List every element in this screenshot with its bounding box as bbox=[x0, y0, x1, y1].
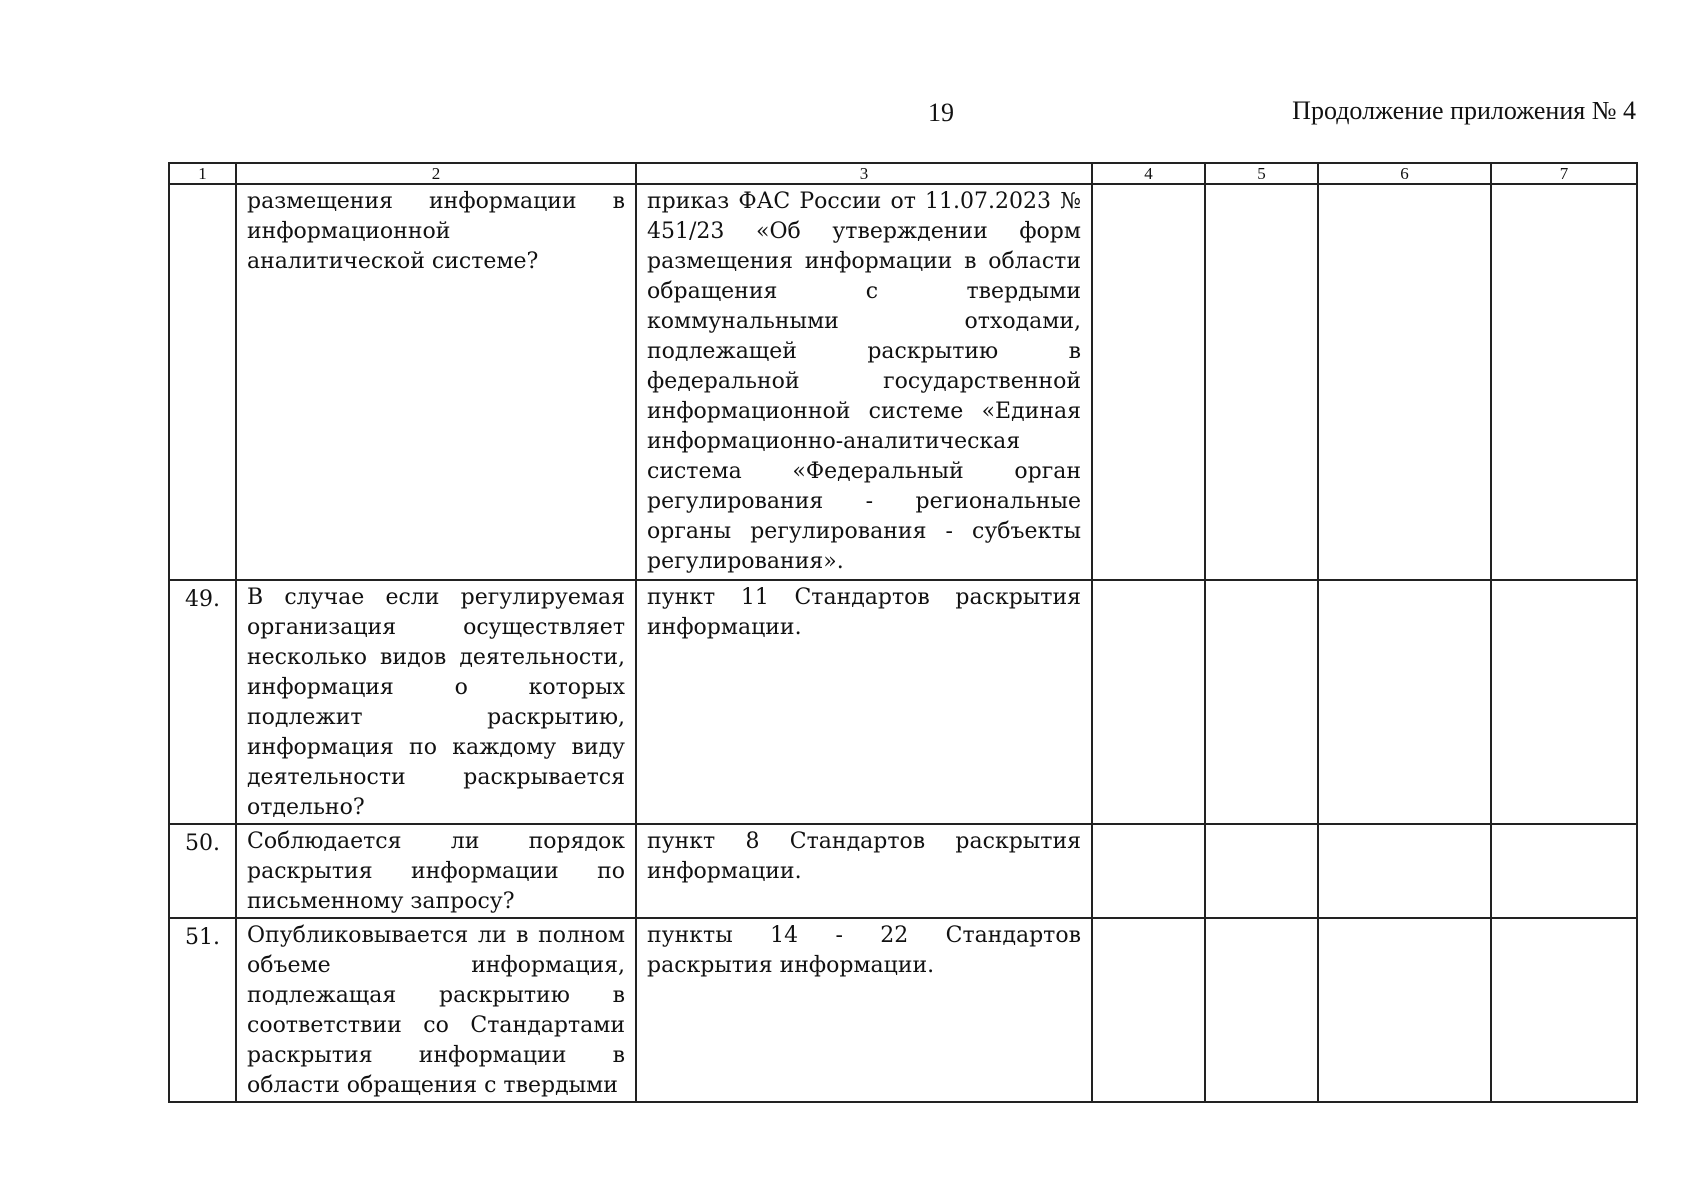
reference-cell: пункт 8 Стандартов раскрытия информации. bbox=[636, 824, 1092, 918]
table-row bbox=[169, 184, 1637, 580]
reference-cell: пункт 11 Стандартов раскрытия информации. bbox=[636, 580, 1092, 824]
empty-cell bbox=[1205, 184, 1318, 580]
empty-cell bbox=[1318, 184, 1491, 580]
column-header: 6 bbox=[1318, 163, 1491, 184]
question-cell: Опубликовывается ли в полном объеме информация, подлежащая раскрытию в соответствии со Стандартами раскрытия информации в области обращения с твердыми bbox=[236, 918, 636, 1102]
column-header: 3 bbox=[636, 163, 1092, 184]
empty-cell bbox=[1318, 824, 1491, 918]
row-number: 50. bbox=[169, 824, 236, 918]
empty-cell bbox=[1205, 918, 1318, 1102]
column-number-row bbox=[169, 163, 1637, 184]
empty-cell bbox=[1205, 824, 1318, 918]
question-cell: В случае если регулируемая организация осуществляет несколько видов деятельности, информация о которых подлежит раскрытию, информация по каждому виду деятельности раскрывается отдельно? bbox=[236, 580, 636, 824]
page-number: 19 bbox=[928, 98, 954, 127]
row-number bbox=[169, 184, 236, 580]
column-header: 4 bbox=[1092, 163, 1205, 184]
empty-cell bbox=[1205, 580, 1318, 824]
empty-cell bbox=[1491, 580, 1637, 824]
reference-cell: пункты 14 - 22 Стандартов раскрытия информации. bbox=[636, 918, 1092, 1102]
column-header: 2 bbox=[236, 163, 636, 184]
question-cell: Соблюдается ли порядок раскрытия информации по письменному запросу? bbox=[236, 824, 636, 918]
column-header: 5 bbox=[1205, 163, 1318, 184]
empty-cell bbox=[1092, 918, 1205, 1102]
empty-cell bbox=[1318, 580, 1491, 824]
empty-cell bbox=[1092, 824, 1205, 918]
table-row bbox=[169, 918, 1637, 1102]
reference-cell: приказ ФАС России от 11.07.2023 № 451/23 «Об утверждении форм размещения информации в области обращения с твердыми коммунальными отходами, подлежащей раскрытию в федеральной государственной информационной системе «Единая информационно-аналитическая система «Федеральный орган регулирования - региональные органы регулирования - субъекты регулирования». bbox=[636, 184, 1092, 580]
column-header: 7 bbox=[1491, 163, 1637, 184]
table-row bbox=[169, 824, 1637, 918]
empty-cell bbox=[1318, 918, 1491, 1102]
table-row bbox=[169, 580, 1637, 824]
row-number: 51. bbox=[169, 918, 236, 1102]
empty-cell bbox=[1491, 184, 1637, 580]
empty-cell bbox=[1491, 918, 1637, 1102]
checklist-table bbox=[168, 162, 1638, 1103]
appendix-label: Продолжение приложения № 4 bbox=[1292, 96, 1636, 125]
column-header: 1 bbox=[169, 163, 236, 184]
row-number: 49. bbox=[169, 580, 236, 824]
question-cell: размещения информации в информационной аналитической системе? bbox=[236, 184, 636, 580]
empty-cell bbox=[1092, 580, 1205, 824]
empty-cell bbox=[1491, 824, 1637, 918]
empty-cell bbox=[1092, 184, 1205, 580]
